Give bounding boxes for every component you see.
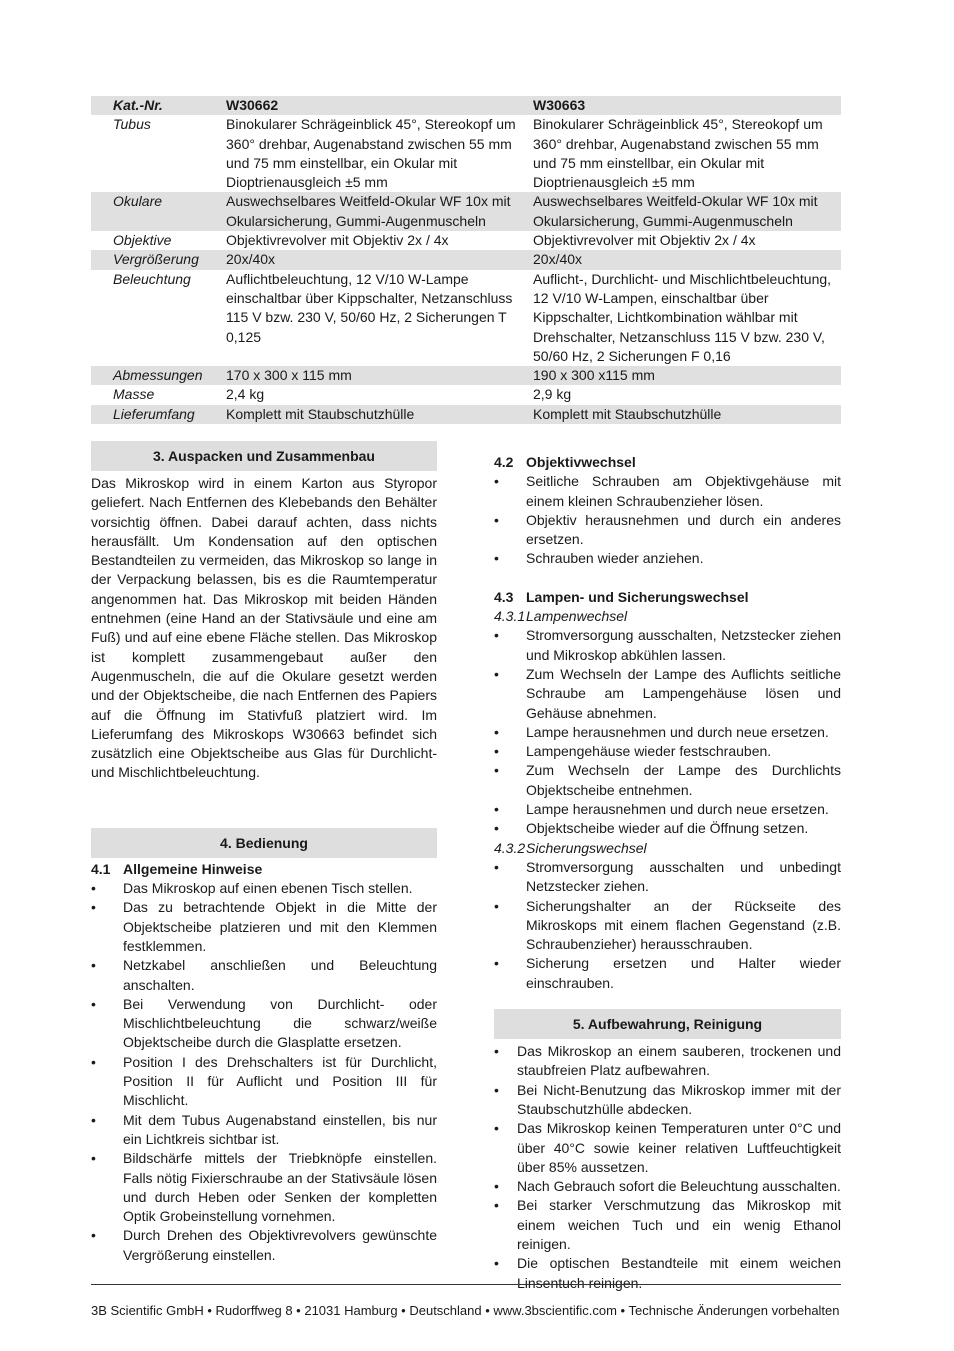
spec-value-b: Binokularer Schrägeinblick 45°, Stereokopf um 360° drehbar, Augenabstand zwischen 55 mm und 75 mm einstellbar, ein Okular mit Dioptrienausgleich ±5 mm — [533, 116, 823, 191]
spec-value-b: Objektivrevolver mit Objektiv 2x / 4x — [533, 232, 756, 249]
list-item-text: Mit dem Tubus Augenabstand einstellen, bis nur ein Lichtkreis sichtbar ist. — [123, 1111, 437, 1147]
bullet-icon: • — [91, 995, 96, 1012]
list-item-text: Das Mikroskop keinen Temperaturen unter 0°C und über 40°C sowie keiner relativen Luftfeuchtigkeit über 85% aussetzen. — [517, 1120, 841, 1175]
subsection-title: Lampen- und Sicherungswechsel — [526, 588, 749, 605]
list-item-text: Lampe herausnehmen und durch neue ersetzen. — [526, 801, 829, 818]
list-item-text: Lampe herausnehmen und durch neue ersetzen. — [526, 723, 829, 740]
list-item — [91, 1111, 437, 1150]
spec-label: Lieferumfang — [91, 405, 226, 424]
spec-value-b: 2,9 kg — [533, 386, 572, 403]
spec-label: Objektive — [113, 232, 172, 249]
subsection-number: 4.2 — [494, 454, 514, 470]
spec-value-a: Komplett mit Staubschutzhülle — [226, 405, 533, 424]
spec-value-a: Auflichtbeleuchtung, 12 V/10 W-Lampe einschaltbar über Kippschalter, Netzanschluss 115 V bzw. 230 V, 50/60 Hz, 2 Sicherungen T 0,125 — [226, 270, 513, 345]
list-item — [494, 1196, 841, 1254]
spec-header-w30663: W30663 — [533, 96, 841, 115]
list-item — [494, 549, 841, 568]
list-item-text: Durch Drehen des Objektivrevolvers gewünschte Vergrößerung einstellen. — [123, 1227, 437, 1263]
list-item — [494, 1119, 841, 1177]
list-4-2 — [494, 472, 841, 568]
bullet-icon: • — [494, 897, 499, 914]
spec-value-b: Komplett mit Staubschutzhülle — [533, 405, 841, 424]
list-item — [494, 954, 841, 993]
bullet-icon: • — [494, 1255, 499, 1272]
spec-row-vergroesserung — [91, 250, 841, 269]
list-item-text: Zum Wechseln der Lampe des Auflichts seitliche Schraube am Lampengehäuse lösen und Gehäuse abnehmen. — [526, 665, 841, 721]
spec-header-row — [91, 96, 841, 115]
list-item-text: Objektscheibe wieder auf die Öffnung setzen. — [526, 820, 809, 837]
spec-header-w30662: W30662 — [226, 96, 533, 115]
bullet-icon: • — [494, 1081, 499, 1098]
subsection-title: Sicherungswechsel — [526, 839, 647, 856]
list-item-text: Das Mikroskop an einem sauberen, trockenen und staubfreien Platz aufbewahren. — [517, 1043, 841, 1079]
subsection-number: 4.3.1 — [494, 608, 526, 625]
list-item-text: Bei Verwendung von Durchlicht- oder Mischlichtbeleuchtung die schwarz/weiße Objektscheibe durch die Glasplatte ersetzen. — [123, 995, 437, 1051]
list-item-text: Netzkabel anschließen und Beleuchtung anschalten. — [123, 957, 437, 993]
bullet-icon: • — [494, 820, 499, 837]
section-3-heading: 3. Auspacken und Zusammenbau — [91, 441, 437, 471]
list-item-text: Stromversorgung ausschalten, Netzstecker ziehen und Mikroskop abkühlen lassen. — [526, 627, 841, 663]
spec-label: Tubus — [113, 116, 151, 133]
subsection-4-3 — [494, 588, 841, 607]
bullet-icon: • — [91, 899, 96, 916]
list-item-text: Bei starker Verschmutzung das Mikroskop mit einem weichen Tuch und ein wenig Ethanol reinigen. — [517, 1197, 841, 1252]
list-item — [91, 1226, 437, 1265]
bullet-icon: • — [494, 627, 499, 644]
list-item — [494, 1254, 841, 1293]
list-4-3-2 — [494, 858, 841, 993]
list-item — [494, 761, 841, 800]
spec-row-lieferumfang — [91, 405, 841, 424]
spec-label: Beleuchtung — [113, 270, 191, 287]
bullet-icon: • — [494, 801, 499, 818]
bullet-icon: • — [91, 1053, 96, 1070]
spec-value-b: 190 x 300 x115 mm — [533, 366, 841, 385]
subsection-number: 4.1 — [91, 860, 111, 877]
bullet-icon: • — [494, 473, 499, 490]
list-item-text: Sicherung ersetzen und Halter wieder einschrauben. — [526, 955, 841, 991]
list-item-text: Nach Gebrauch sofort die Beleuchtung ausschalten. — [517, 1178, 841, 1195]
subsection-4-2 — [494, 453, 841, 472]
spec-label: Okulare — [91, 192, 226, 231]
list-item — [494, 1081, 841, 1120]
left-column — [91, 441, 437, 1265]
list-item-text: Das Mikroskop auf einen ebenen Tisch stellen. — [123, 880, 413, 897]
subsection-title: Lampenwechsel — [526, 608, 628, 625]
list-item — [494, 723, 841, 742]
subsection-4-1 — [91, 860, 437, 879]
bullet-icon: • — [91, 957, 96, 974]
subsection-4-3-1 — [494, 607, 841, 626]
section-5-heading: 5. Aufbewahrung, Reinigung — [494, 1009, 841, 1039]
bullet-icon: • — [494, 1043, 499, 1060]
list-item-text: Die optischen Bestandteile mit einem weichen Linsentuch reinigen. — [517, 1255, 841, 1291]
subsection-title: Objektivwechsel — [526, 454, 636, 470]
spec-value-b: Auswechselbares Weitfeld-Okular WF 10x mit Okularsicherung, Gummi-Augenmuscheln — [533, 192, 841, 231]
list-item — [91, 956, 437, 995]
subsection-number: 4.3 — [494, 588, 514, 605]
spec-value-a: 2,4 kg — [226, 386, 265, 403]
list-item-text: Schrauben wieder anziehen. — [526, 550, 704, 567]
list-item — [494, 626, 841, 665]
list-item-text: Das zu betrachtende Objekt in die Mitte der Objektscheibe platzieren und mit den Klemmen festklemmen. — [123, 899, 437, 954]
spec-label: Abmessungen — [91, 366, 226, 385]
list-item-text: Sicherungshalter an der Rückseite des Mikroskops mit einem flachen Gegenstand (z.B. Schraubenzieher) herausschrauben. — [526, 897, 841, 953]
bullet-icon: • — [494, 858, 499, 875]
list-item — [494, 800, 841, 819]
spec-row-masse — [91, 385, 841, 404]
bullet-icon: • — [494, 1178, 499, 1195]
list-item-text: Seitliche Schrauben am Objektivgehäuse mit einem kleinen Schraubenzieher lösen. — [526, 473, 841, 509]
section-4-heading: 4. Bedienung — [91, 828, 437, 858]
bullet-icon: • — [494, 550, 499, 567]
spec-row-okulare — [91, 192, 841, 231]
bullet-icon: • — [494, 723, 499, 740]
spec-row-objektive — [91, 231, 841, 250]
list-item-text: Lampengehäuse wieder festschrauben. — [526, 743, 772, 760]
list-item — [494, 819, 841, 838]
spec-table — [91, 96, 841, 424]
list-item — [91, 898, 437, 956]
list-item — [494, 472, 841, 511]
list-item — [494, 511, 841, 550]
spec-row-tubus — [91, 115, 841, 192]
bullet-icon: • — [494, 743, 499, 760]
section-3-text: Das Mikroskop wird in einem Karton aus Styropor geliefert. Nach Entfernen des Klebebands den Behälter vorsichtig öffnen. Dabei darauf achten, dass nichts herausfällt. Um Kondensation auf den optischen Bestandteilen zu vermeiden, das Mikroskop so lange in der Verpackung belassen, bis es die Raumtemperatur angenommen hat. Das Mikroskop mit beiden Händen entnehmen (eine Hand an der Stativsäule und eine am Fuß) und auf eine ebene Fläche stellen. Das Mikroskop ist komplett zusammengebaut außer den Augenmuscheln, die auf die Okulare gesetzt werden und der Objektscheibe, die nach Entfernen des Papiers auf die Öffnung im Stativfuß platziert wird. Im Lieferumfang des Mikroskops W30663 befindet sich zusätzlich eine Objektscheibe aus Glas für Durchlicht- und Mischlichtbeleuchtung. — [91, 475, 437, 781]
spec-value-a: Objektivrevolver mit Objektiv 2x / 4x — [226, 232, 449, 249]
list-item-text: Objektiv herausnehmen und durch ein anderes ersetzen. — [526, 511, 841, 548]
page-footer: 3B Scientific GmbH • Rudorffweg 8 • 21031 Hamburg • Deutschland • www.3bscientific.com • Technische Änderungen vorbehalten — [91, 1303, 840, 1318]
bullet-icon: • — [494, 665, 499, 682]
list-item — [494, 1177, 841, 1196]
list-item-text: Stromversorgung ausschalten und unbedingt Netzstecker ziehen. — [526, 858, 841, 895]
spec-value-a: Auswechselbares Weitfeld-Okular WF 10x mit Okularsicherung, Gummi-Augenmuscheln — [226, 192, 533, 231]
spec-value-a: 170 x 300 x 115 mm — [226, 366, 533, 385]
list-item — [494, 1042, 841, 1081]
spec-row-beleuchtung — [91, 270, 841, 366]
list-item — [91, 995, 437, 1053]
list-5 — [494, 1042, 841, 1293]
spec-value-a: 20x/40x — [226, 250, 533, 269]
bullet-icon: • — [494, 1197, 499, 1214]
list-item-text: Position I des Drehschalters ist für Durchlicht, Position II für Auflicht und Position III für Mischlicht. — [123, 1053, 437, 1109]
list-item-text: Bildschärfe mittels der Triebknöpfe einstellen. Falls nötig Fixierschraube an der Stativsäule lösen und durch Heben oder Senken der kompletten Optik Grobeinstellung vornehmen. — [123, 1150, 437, 1225]
list-item-text: Bei Nicht-Benutzung das Mikroskop immer mit der Staubschutzhülle abdecken. — [517, 1081, 841, 1117]
list-item — [91, 1053, 437, 1111]
spec-value-b: Auflicht-, Durchlicht- und Mischlichtbeleuchtung, 12 V/10 W-Lampen, einschaltbar über Kippschalter, Lichtkombination wählbar mit Drehschalter, Netzanschluss 115 V bzw. 230 V, 50/60 Hz, 2 Sicherungen F 0,16 — [533, 270, 832, 364]
list-item — [494, 897, 841, 955]
right-column — [494, 453, 841, 1293]
list-item — [494, 858, 841, 897]
list-item — [91, 879, 437, 898]
spec-label: Masse — [113, 386, 155, 403]
subsection-4-3-2 — [494, 839, 841, 858]
spec-row-abmessungen — [91, 366, 841, 385]
spec-value-a: Binokularer Schrägeinblick 45°, Stereokopf um 360° drehbar, Augenabstand zwischen 55 mm und 75 mm einstellbar, ein Okular mit Dioptrienausgleich ±5 mm — [226, 116, 516, 191]
list-item-text: Zum Wechseln der Lampe des Durchlichts Objektscheibe entnehmen. — [526, 762, 841, 798]
spec-header-label: Kat.-Nr. — [91, 96, 226, 115]
bullet-icon: • — [494, 1120, 499, 1137]
list-item — [91, 1149, 437, 1226]
spec-value-b: 20x/40x — [533, 250, 841, 269]
bullet-icon: • — [91, 1227, 96, 1244]
bullet-icon: • — [494, 955, 499, 972]
subsection-title: Allgemeine Hinweise — [123, 860, 263, 877]
bullet-icon: • — [494, 511, 499, 528]
bullet-icon: • — [91, 1111, 96, 1128]
bullet-icon: • — [91, 880, 96, 897]
bullet-icon: • — [91, 1150, 96, 1167]
list-4-1 — [91, 879, 437, 1265]
spec-label: Vergrößerung — [91, 250, 226, 269]
bullet-icon: • — [494, 762, 499, 779]
list-item — [494, 665, 841, 723]
list-item — [494, 742, 841, 761]
footer-divider — [91, 1284, 841, 1285]
list-4-3-1 — [494, 626, 841, 838]
subsection-number: 4.3.2 — [494, 839, 526, 856]
